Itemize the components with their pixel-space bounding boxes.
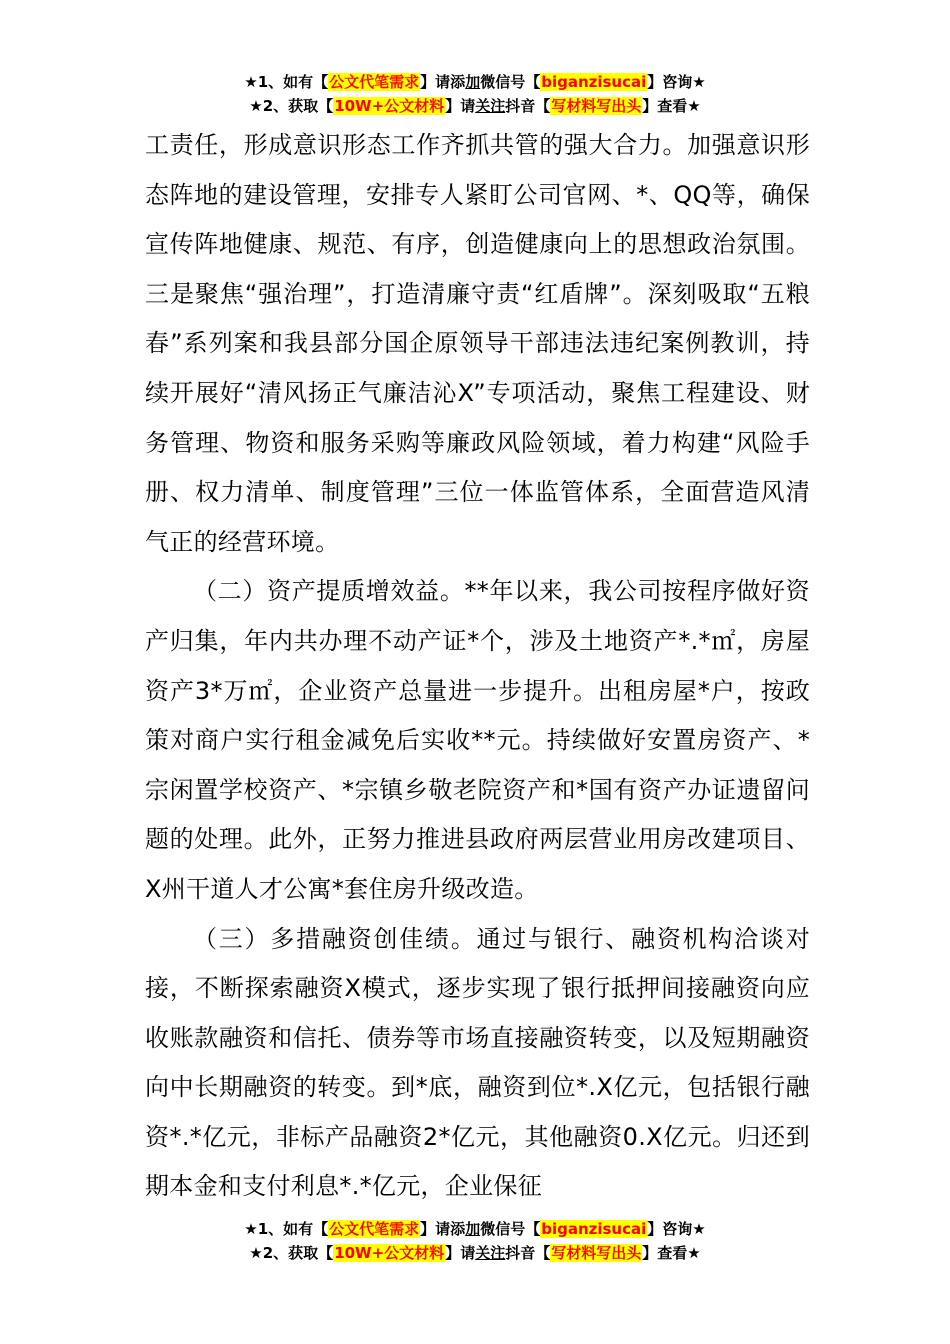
footer-line1-highlight-wechat-id: biganzisucai (541, 1220, 647, 1238)
footer-line2-highlight-materials: 10W+公文材料 (334, 1244, 445, 1262)
body-paragraph-3: （三）多措融资创佳绩。通过与银行、融资机构洽谈对接，不断探索融资X模式，逐步实现了银行抵押间接融资向应收账款融资和信托、债券等市场直接融资转变，以及短期融资向中长期融资的转变。到*底，融资到位*.X亿元，包括银行融资*.*亿元，非标产品融资2*亿元，其他融资0.X亿元。归还到期本金和支付利息*.*亿元，企业保征 (145, 924, 810, 1201)
header-banner-line-1 (0, 70, 950, 94)
footer-line2-middle: 】请 (445, 1244, 476, 1262)
header-banner (0, 70, 950, 118)
footer-line1-underlined: 加 (465, 1220, 481, 1238)
footer-banner-line-1 (0, 1217, 950, 1241)
document-body (145, 121, 810, 1212)
header-line2-middle-2: 抖音【 (505, 97, 551, 115)
header-line1-middle: 】请添 (420, 73, 466, 91)
header-line2-highlight-douyin-account: 写材料写出头 (551, 97, 642, 115)
footer-line2-suffix: 】查看★ (642, 1244, 701, 1262)
footer-line2-highlight-douyin-account: 写材料写出头 (551, 1244, 642, 1262)
header-line2-suffix: 】查看★ (642, 97, 701, 115)
header-line2-underlined: 关注 (475, 97, 506, 115)
footer-line2-prefix: ★2、获取【 (249, 1244, 334, 1262)
footer-line1-middle-2: 微信号【 (480, 1220, 541, 1238)
footer-line2-underlined: 关注 (475, 1244, 506, 1262)
footer-line1-prefix: ★1、如有【 (244, 1220, 329, 1238)
footer-line2-middle-2: 抖音【 (505, 1244, 551, 1262)
footer-banner-line-2 (0, 1241, 950, 1265)
header-line1-highlight-wechat-id: biganzisucai (541, 73, 647, 91)
body-paragraph-1: 工责任，形成意识形态工作齐抓共管的强大合力。加强意识形态阵地的建设管理，安排专人紧盯公司官网、*、QQ等，确保宣传阵地健康、规范、有序，创造健康向上的思想政治氛围。三是聚焦“强治理”，打造清廉守责“红盾牌”。深刻吸取“五粮春”系列案和我县部分国企原领导干部违法违纪案例教训，持续开展好“清风扬正气廉洁沁X”专项活动，聚焦工程建设、财务管理、物资和服务采购等廉政风险领域，着力构建“风险手册、权力清单、制度管理”三位一体监管体系，全面营造风清气正的经营环境。 (145, 131, 810, 556)
header-line1-middle-2: 微信号【 (480, 73, 541, 91)
header-banner-line-2 (0, 94, 950, 118)
header-line1-suffix: 】咨询★ (647, 73, 706, 91)
header-line1-underlined: 加 (465, 73, 481, 91)
header-line2-highlight-materials: 10W+公文材料 (334, 97, 445, 115)
header-line1-highlight-service: 公文代笔需求 (329, 73, 420, 91)
body-paragraph-2: （二）资产提质增效益。**年以来，我公司按程序做好资产归集，年内共办理不动产证*个，涉及土地资产*.*㎡，房屋资产3*万㎡，企业资产总量进一步提升。出租房屋*户，按政策对商户实行租金减免后实收**元。持续做好安置房资产、*宗闲置学校资产、*宗镇乡敬老院资产和*国有资产办证遗留问题的处理。此外，正努力推进县政府两层营业用房改建项目、X州干道人才公寓*套住房升级改造。 (145, 577, 810, 903)
header-line2-middle: 】请 (445, 97, 476, 115)
header-line1-prefix: ★1、如有【 (244, 73, 329, 91)
footer-banner (0, 1217, 950, 1265)
header-line2-prefix: ★2、获取【 (249, 97, 334, 115)
footer-line1-suffix: 】咨询★ (647, 1220, 706, 1238)
footer-line1-middle: 】请添 (420, 1220, 466, 1238)
footer-line1-highlight-service: 公文代笔需求 (329, 1220, 420, 1238)
